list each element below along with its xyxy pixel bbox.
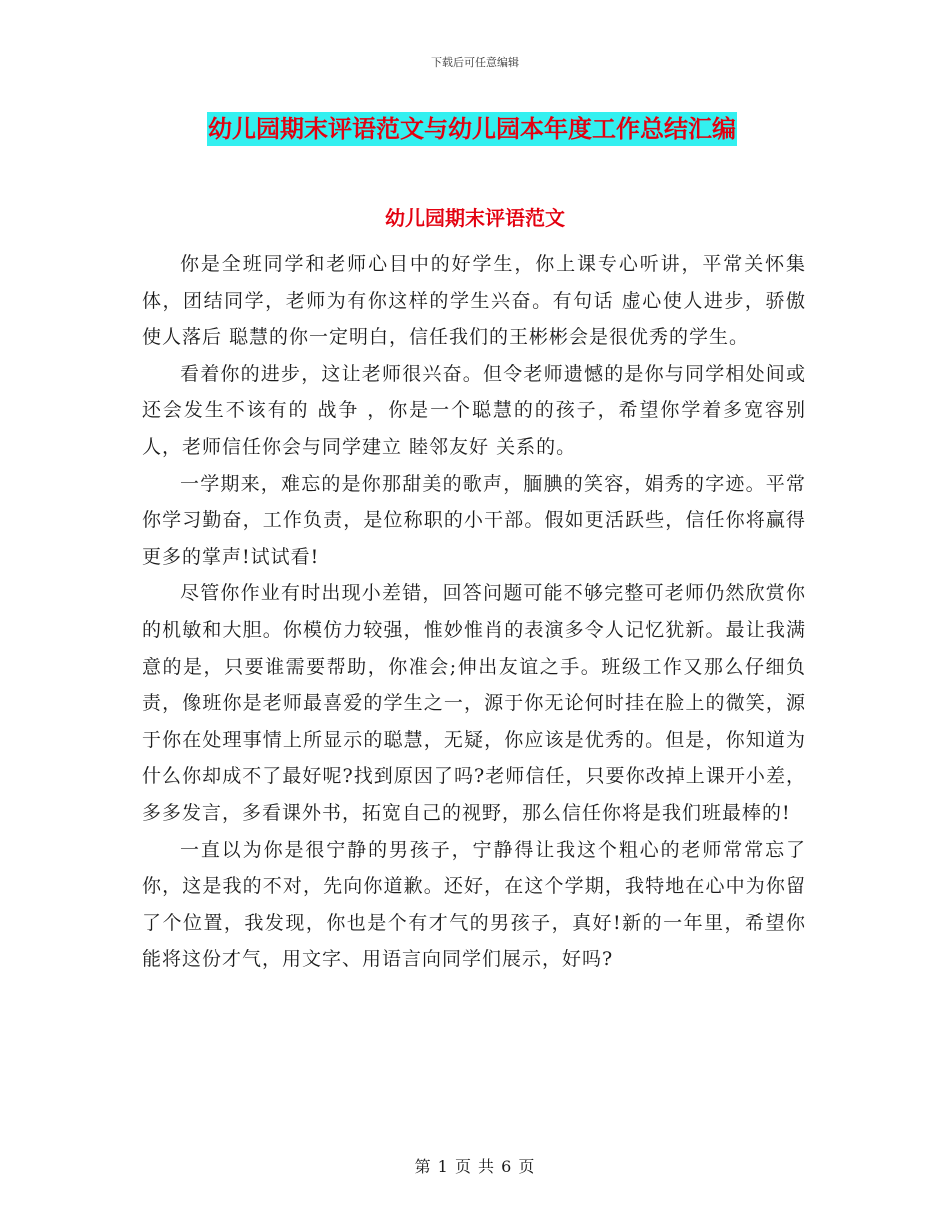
paragraph: 你是全班同学和老师心目中的好学生，你上课专心听讲，平常关怀集体，团结同学，老师为有你这样的学生兴奋。有句话 虚心使人进步，骄傲使人落后 聪慧的你一定明白，信任我们的王彬彬会是很优秀的学生。	[142, 253, 806, 349]
document-body	[142, 246, 806, 978]
page-number: 第 1 页 共 6 页	[414, 1157, 536, 1176]
section-title: 幼儿园期末评语范文	[385, 206, 565, 230]
paragraph: 尽管你作业有时出现小差错，回答问题可能不够完整可老师仍然欣赏你的机敏和大胆。你模仿力较强，惟妙惟肖的表演多令人记忆犹新。最让我满意的是，只要谁需要帮助，你准会;伸出友谊之手。班级工作又那么仔细负责，像班你是老师最喜爱的学生之一，源于你无论何时挂在脸上的微笑，源于你在处理事情上所显示的聪慧，无疑，你应该是优秀的。但是，你知道为什么你却成不了最好呢?找到原因了吗?老师信任，只要你改掉上课开小差，多多发言，多看课外书，拓宽自己的视野，那么信任你将是我们班最棒的!	[142, 582, 806, 824]
document-title: 幼儿园期末评语范文与幼儿园本年度工作总结汇编	[207, 112, 737, 146]
paragraph: 一直以为你是很宁静的男孩子，宁静得让我这个粗心的老师常常忘了你，这是我的不对，先向你道歉。还好，在这个学期，我特地在心中为你留了个位置，我发现，你也是个有才气的男孩子，真好!新的一年里，希望你能将这份才气，用文字、用语言向同学们展示，好吗?	[142, 838, 806, 971]
paragraph: 一学期来，难忘的是你那甜美的歌声，腼腆的笑容，娟秀的字迹。平常你学习勤奋，工作负责，是位称职的小干部。假如更活跃些，信任你将赢得更多的掌声!试试看!	[142, 472, 806, 568]
paragraph: 看着你的进步，这让老师很兴奋。但令老师遗憾的是你与同学相处间或还会发生不该有的 战争 ，你是一个聪慧的的孩子，希望你学着多宽容别人，老师信任你会与同学建立 睦邻友好 关系的。	[142, 362, 806, 458]
page-header-note: 下载后可任意编辑	[431, 56, 519, 69]
